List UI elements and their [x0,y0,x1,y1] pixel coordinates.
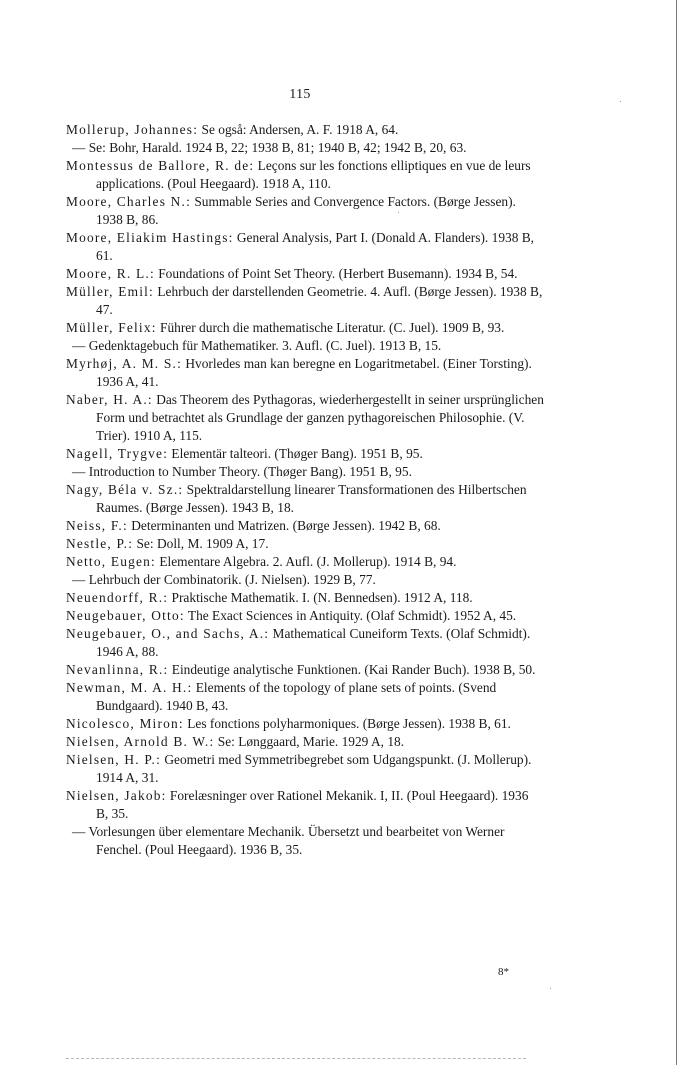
signature-mark: 8* [498,966,509,978]
entry-text: Hvorledes man kan beregne en Logaritmetabel. (Einer Torsting). 1936 A, 41. [96,356,532,389]
bibliography-entry [66,823,544,859]
entry-text: Praktische Mathematik. I. (N. Bennedsen). 1912 A, 118. [168,590,473,605]
entry-text: — Gedenktagebuch für Mathematiker. 3. Aufl. (C. Juel). 1913 B, 15. [72,338,442,353]
scan-artifact-line [66,1058,526,1059]
entry-author: Nagy, Béla v. Sz.: [66,482,184,497]
bibliography-entry [66,139,544,157]
entry-author: Netto, Eugen: [66,554,156,569]
entry-author: Moore, Charles N.: [66,194,191,209]
entry-text: Eindeutige analytische Funktionen. (Kai Rander Buch). 1938 B, 50. [168,662,536,677]
bibliography-entry [66,553,544,571]
bibliography-entry [66,121,544,139]
entry-author: Neugebauer, O., and Sachs, A.: [66,626,270,641]
entry-text: Leçons sur les fonctions elliptiques en vue de leurs applications. (Poul Heegaard). 1918 A, 110. [96,158,531,191]
bibliography-entry [66,337,544,355]
entry-text: Elementare Algebra. 2. Aufl. (J. Mollerup). 1914 B, 94. [155,554,457,569]
entry-author: Nestle, P.: [66,536,134,551]
bibliography-entry [66,445,544,463]
scan-speck [550,988,551,989]
entry-text: General Analysis, Part I. (Donald A. Flanders). 1938 B, 61. [96,230,535,263]
bibliography-entry [66,283,544,319]
bibliography-entry [66,481,544,517]
entry-text: Se også: Andersen, A. F. 1918 A, 64. [198,122,399,137]
bibliography-entry [66,715,544,733]
bibliography-entry [66,661,544,679]
entry-text: — Introduction to Number Theory. (Thøger Bang). 1951 B, 95. [72,464,412,479]
entry-text: Das Theorem des Pythagoras, wiederhergestellt in seiner ursprünglichen Form und betrachtet als Grundlage der ganzen pythagoreischen Philosophie. (V. Trier). 1910 A, 115. [96,392,544,443]
entry-author: Neuendorff, R.: [66,590,169,605]
entry-text: Determinanten und Matrizen. (Børge Jessen). 1942 B, 68. [127,518,441,533]
bibliography-entry [66,319,544,337]
page-number: 115 [289,87,311,102]
entry-author: Naber, H. A.: [66,392,153,407]
scan-speck [398,212,399,213]
entry-author: Moore, R. L.: [66,266,155,281]
entry-author: Nielsen, H. P.: [66,752,161,767]
entry-text: — Se: Bohr, Harald. 1924 B, 22; 1938 B, 81; 1940 B, 42; 1942 B, 20, 63. [72,140,467,155]
entry-author: Nevanlinna, R.: [66,662,169,677]
bibliography-entry [66,751,544,787]
bibliography-entry [66,733,544,751]
entry-text: Summable Series and Convergence Factors. (Børge Jessen). 1938 B, 86. [96,194,516,227]
entry-text: Elementär talteori. (Thøger Bang). 1951 B, 95. [168,446,423,461]
entry-text: — Lehrbuch der Combinatorik. (J. Nielsen). 1929 B, 77. [72,572,376,587]
bibliography-entry [66,463,544,481]
entry-text: Führer durch die mathematische Literatur. (C. Juel). 1909 B, 93. [156,320,505,335]
entry-author: Myrhøj, A. M. S.: [66,356,183,371]
entry-text: Spektraldarstellung linearer Transformationen des Hilbertschen Raumes. (Børge Jessen). 1943 B, 18. [96,482,527,515]
bibliography-entry [66,625,544,661]
entry-author: Nicolesco, Miron: [66,716,184,731]
bibliography-entry [66,679,544,715]
entry-text: Se: Lønggaard, Marie. 1929 A, 18. [214,734,405,749]
page-edge [676,0,677,1065]
entry-author: Nagell, Trygve: [66,446,169,461]
entry-text: Mathematical Cuneiform Texts. (Olaf Schmidt). 1946 A, 88. [96,626,531,659]
bibliography-entry [66,157,544,193]
entry-author: Newman, M. A. H.: [66,680,193,695]
entry-author: Neugebauer, Otto: [66,608,185,623]
entry-author: Nielsen, Arnold B. W.: [66,734,215,749]
entry-author: Müller, Emil: [66,284,154,299]
entry-text: The Exact Sciences in Antiquity. (Olaf Schmidt). 1952 A, 45. [184,608,517,623]
bibliography-list [66,121,544,859]
bibliography-entry [66,193,544,229]
scan-speck [620,101,621,102]
entry-author: Montessus de Ballore, R. de: [66,158,255,173]
bibliography-entry [66,355,544,391]
entry-text: Forelæsninger over Rationel Mekanik. I, II. (Poul Heegaard). 1936 B, 35. [96,788,529,821]
bibliography-entry [66,391,544,445]
bibliography-entry [66,787,544,823]
bibliography-entry [66,607,544,625]
entry-text: Geometri med Symmetribegrebet som Udgangspunkt. (J. Mollerup). 1914 A, 31. [96,752,532,785]
bibliography-entry [66,571,544,589]
bibliography-entry [66,265,544,283]
entry-text: Se: Doll, M. 1909 A, 17. [133,536,269,551]
entry-text: — Vorlesungen über elementare Mechanik. Übersetzt und bearbeitet von Werner Fenchel. (Poul Heegaard). 1936 B, 35. [72,824,505,857]
entry-text: Elements of the topology of plane sets of points. (Svend Bundgaard). 1940 B, 43. [96,680,497,713]
bibliography-entry [66,535,544,553]
entry-text: Lehrbuch der darstellenden Geometrie. 4. Aufl. (Børge Jessen). 1938 B, 47. [96,284,543,317]
entry-text: Foundations of Point Set Theory. (Herbert Busemann). 1934 B, 54. [154,266,518,281]
entry-author: Müller, Felix: [66,320,157,335]
entry-author: Mollerup, Johannes: [66,122,199,137]
entry-text: Les fonctions polyharmoniques. (Børge Jessen). 1938 B, 61. [183,716,511,731]
bibliography-entry [66,229,544,265]
bibliography-entry [66,517,544,535]
entry-author: Moore, Eliakim Hastings: [66,230,234,245]
entry-author: Nielsen, Jakob: [66,788,167,803]
bibliography-entry [66,589,544,607]
entry-author: Neiss, F.: [66,518,128,533]
